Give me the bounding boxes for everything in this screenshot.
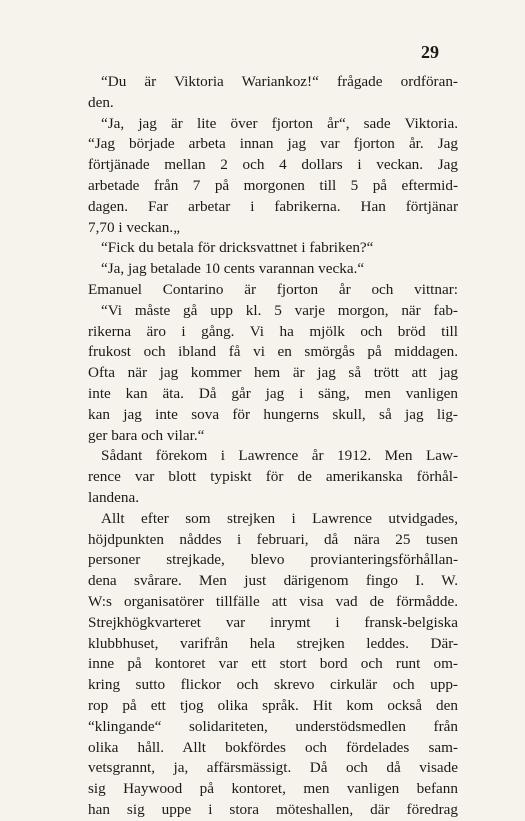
text-line: rop på ett tjog olika språk. Hit kom också den bbox=[88, 696, 458, 714]
text-line: den. bbox=[88, 93, 114, 111]
text-line: arbetade från 7 på morgonen till 5 på eftermid- bbox=[88, 176, 458, 194]
text-line: rence var blott typiskt för de amerikanska förhål- bbox=[88, 468, 458, 486]
text-line: “Vi måste gå upp kl. 5 varje morgon, när fab- bbox=[101, 301, 458, 319]
text-line: 7,70 i veckan.„ bbox=[88, 218, 180, 236]
text-line: dena svårare. Men just därigenom fingo I. W. bbox=[88, 572, 458, 590]
text-line: Ofta när jag kommer hem är jag så trött att jag bbox=[88, 364, 458, 382]
text-line: klubbhuset, varifrån hela strejken leddes. Där- bbox=[88, 634, 458, 652]
text-line: dagen. Far arbetar i fabrikerna. Han förtjänar bbox=[88, 197, 458, 215]
text-line: personer strejkade, blevo provianteringsförhållan- bbox=[88, 551, 458, 569]
text-line: W:s organisatörer tillfälle att visa vad de förmådde. bbox=[88, 592, 458, 610]
text-line: Emanuel Contarino är fjorton år och vittnar: bbox=[88, 280, 458, 298]
text-line: “Du är Viktoria Wariankoz!“ frågade ordföran- bbox=[101, 73, 458, 90]
text-line: förtjänade mellan 2 och 4 dollars i veckan. Jag bbox=[88, 156, 458, 174]
text-line: “Ja, jag betalade 10 cents varannan vecka.“ bbox=[101, 260, 365, 278]
text-line: “Jag började arbeta innan jag var fjorton år. Jag bbox=[88, 135, 458, 153]
text-line: frukost och ibland få vi en smörgås på middagen. bbox=[88, 343, 458, 361]
text-line: rikerna äro i gång. Vi ha mjölk och bröd till bbox=[88, 322, 458, 340]
text-line: olika håll. Allt bokfördes och fördelades sam- bbox=[88, 738, 458, 756]
text-line: Strejkhögkvarteret var inrymt i fransk-belgiska bbox=[88, 613, 458, 631]
body-text bbox=[88, 72, 458, 821]
text-line: vetsgrannt, ja, affärsmässigt. Då och då visade bbox=[88, 759, 458, 777]
text-line: inne på kontoret var ett stort bord och runt om- bbox=[88, 655, 458, 673]
text-line: ger bara och vilar.“ bbox=[88, 426, 205, 444]
text-line: “klingande“ solidariteten, understödsmedlen från bbox=[88, 717, 458, 735]
text-line: kan jag inte sova för hungerns skull, så jag lig- bbox=[88, 405, 458, 423]
text-line: inte kan äta. Då går jag i säng, men vanligen bbox=[88, 384, 458, 402]
text-line: Allt efter som strejken i Lawrence utvidgades, bbox=[101, 509, 458, 527]
text-line: “Fick du betala för dricksvattnet i fabriken?“ bbox=[101, 239, 374, 257]
page-number: 29 bbox=[421, 42, 439, 62]
text-line: landena. bbox=[88, 488, 140, 506]
text-line: sig Haywood på kontoret, men vanligen befann bbox=[88, 780, 458, 798]
text-line: Sådant förekom i Lawrence år 1912. Men Law- bbox=[101, 447, 458, 465]
text-line: han sig uppe i stora möteshallen, där föredrag bbox=[88, 800, 458, 818]
text-line: kring sutto flickor och skrevo cirkulär och upp- bbox=[88, 676, 458, 694]
text-line: “Ja, jag är lite över fjorton år“, sade Viktoria. bbox=[101, 114, 458, 132]
text-line: höjdpunkten nåddes i februari, då nära 25 tusen bbox=[88, 530, 458, 548]
